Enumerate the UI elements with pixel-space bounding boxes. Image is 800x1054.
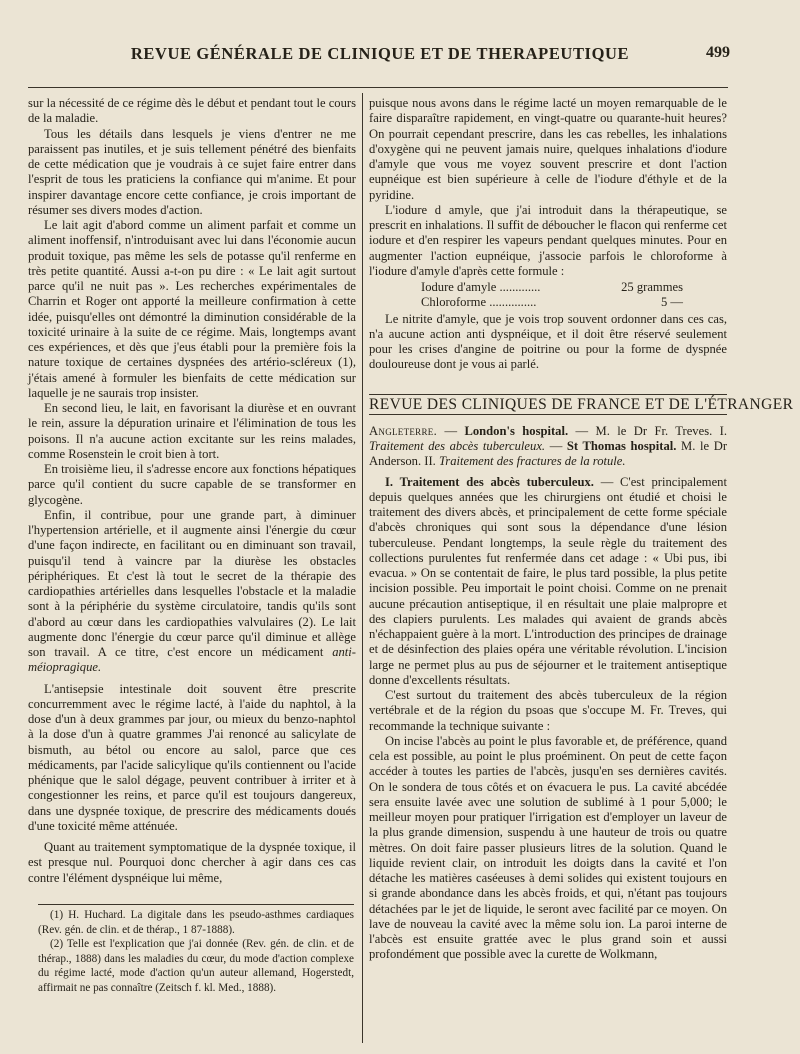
running-title: REVUE GÉNÉRALE DE CLINIQUE ET DE THERAPEUTIQUE: [130, 44, 630, 63]
formula-ingredient: Iodure d'amyle .............: [421, 280, 541, 294]
article-heading: I. Traitement des abcès tuberculeux.: [385, 474, 594, 489]
footnote-rule: [38, 904, 354, 905]
header-rule: [28, 87, 728, 88]
left-column: [28, 96, 356, 886]
left-paragraph-text: Enfin, il contribue, pour une grande part, à diminuer l'hypertension artérielle, et il augmente ainsi l'énergie du cœur d'une façon indirecte, en facilitant ou en diminuant son travail, puisqu'il tend à vaincre par la diurèse les obstacles périphériques. Et c'est là tout le secret de la thérapie des cardiopathies artérielles dans lesquelles l'obstacle et la maladie sont à la périphérie du système circulatoire, tandis qu'ils sont d'abord au cœur dans les cardiopathies valvulaires (2). Le lait augmente donc l'énergie du cœur parce qu'il diminue et allège son travail. A ce titre, c'est encore un médicament: [28, 507, 356, 659]
intro-author: M. le Dr Anderson.: [369, 439, 728, 469]
left-paragraph: Quant au traitement symptomatique de la dyspnée toxique, il est presque nul. Pourquoi donc chercher à agir dans ces cas contre l'élément dyspnéique lui même,: [28, 840, 356, 885]
section-intro: Angleterre. — London's hospital. — M. le Dr Fr. Treves. I. Traitement des abcès tuberculeux. — St Thomas hospital. M. le Dr Anderson. II. Traitement des fractures de la rotule.: [369, 423, 728, 469]
intro-item-number: I.: [719, 423, 727, 438]
left-paragraph: [28, 508, 356, 676]
article-text: — C'est principalement depuis quelques années que les chirurgiens ont étudié et choisi le traitement des divers abcès, et principalement de cette forme spéciale d'abcès chroniques qui sont sous la dépendance d'une lésion tuberculeuse. Pendant longtemps, la seule règle du traitement des collections purulentes fut renfermée dans cet adage : « Ubi pus, ibi evacua. » On se contentait de faire, le plus tard possible, la plus petite incision possible. Peu importait le point choisi. Comme on ne prenait aucune précaution antiseptique, il en résultait une plaie malpropre et des clapiers purulents. Les malades qui avaient de grands abcès n'échappaient guère à la mort. L'introduction des principes de drainage et de désinfection des plaies opéra une véritable révolution. L'incision large ne permet plus au pus de séjourner et le traitement antiseptique donne d'excellents résultats.: [369, 474, 727, 687]
formula-row: [421, 295, 683, 310]
article-paragraph: C'est surtout du traitement des abcès tuberculeux de la région vertébrale et de la région du psoas que s'occupe M. Fr. Treves, qui recommande la technique suivante :: [369, 688, 727, 733]
left-paragraph-italic: anti-méiopragique.: [28, 645, 356, 675]
section-title: REVUE DES CLINIQUES DE FRANCE ET DE L'ÉTRANGER: [369, 394, 727, 415]
page-number: 499: [706, 44, 730, 61]
intro-item-number: II.: [424, 454, 436, 469]
formula-quantity: 5 —: [660, 295, 683, 310]
left-paragraph: En second lieu, le lait, en favorisant la diurèse et en ouvrant le rein, assure la dépuration urinaire et l'élimination de tous les poisons. Il n'a aucune action excitante sur les reins malades, comme Rosenstein le croit bien à tort.: [28, 401, 356, 461]
intro-hospital: London's hospital.: [464, 423, 569, 438]
formula-ingredient: Chloroforme ...............: [421, 295, 537, 310]
left-paragraph: En troisième lieu, il s'adresse encore aux fonctions hépatiques parce qu'il contient du sucre capable de se transformer en glycogène.: [28, 462, 356, 507]
article-paragraph: [369, 475, 727, 689]
left-paragraph: sur la nécessité de ce régime dès le début et pendant tout le cours de la maladie.: [28, 96, 356, 126]
footnote: (1) H. Huchard. La digitale dans les pseudo-asthmes cardiaques (Rev. gén. de clin. et de thérap., 1 87-1888).: [38, 909, 354, 936]
intro-country: Angleterre.: [369, 423, 438, 438]
intro-author: — M. le Dr Fr. Treves.: [575, 423, 713, 438]
right-paragraph: puisque nous avons dans le régime lacté un moyen remarquable de le faire disparaître rapidement, en vingt-quatre ou quarante-huit heures? On pourrait cependant prescrire, dans les cas rebelles, les inhalations d'oxygène qui ne peuvent jamais nuire, quelques inhalations d'iodure d'amyle que vous me voyez souvent prescrire et dont l'action eupnéique est bien supérieure à celle de l'iodure d'éthyle et de la pyridine.: [369, 96, 727, 202]
intro-item-title: Traitement des abcès tuberculeux.: [369, 439, 546, 453]
footnote: (2) Telle est l'explication que j'ai donnée (Rev. gén. de clin. et de thérap., 1888) dans les maladies du cœur, du mode d'action complexe du régime lacté, mode d'action qu'un auteur allemand, Hogerstedt, affirmait ne pas connaître (Zeitsch f. kl. Med., 1888).: [38, 938, 354, 994]
footnotes: [38, 908, 354, 995]
running-header: [110, 44, 730, 66]
right-paragraph: Le nitrite d'amyle, que je vois trop souvent ordonner dans ces cas, n'a aucune action anti dyspnéique, et il doit être réservé seulement pour les crises d'angine de poitrine ou pour la forme de dyspnée douloureuse dont je vous ai parlé.: [369, 311, 727, 372]
left-paragraph: Tous les détails dans lesquels je viens d'entrer ne me paraissent pas inutiles, et je suis tellement pénétré des bienfaits de cette médication que je voudrais à ce sujet faire entrer dans l'esprit de tous les praticiens la confiance qui m'anime. Et pour inspirer davantage encore cette confiance, je crois important de résumer ses divers modes d'action.: [28, 126, 356, 217]
formula-quantity: 25 grammes: [621, 280, 683, 294]
article-paragraph: On incise l'abcès au point le plus favorable et, de préférence, quand cela est possible, au point le plus proéminent. On peut de cette façon accéder à toutes les parties de l'abcès, jusqu'en ses dernières cavités. On le sondera de tous côtés et on évacuera le pus. La cavité abcédée sera ensuite lavée avec une solution de sublimé à 1 pour 5,000; le meilleur moyen pour pratiquer l'irrigation est d'employer un laveur de la plus grande dimension, suspendu à une hauteur de trois ou quatre mètres. On doit faire passer plusieurs litres de la solution. Quand le liquide revient clair, on introduit les doigts dans la cavité et l'on détache les matières caséeuses à demi solides qui existent toujours en si grande abondance dans les abcès froids, et qui, n'étant pas toujours détachées par le jet de liquide, le seront avec facilité par ce moyen. On lave de nouveau la cavité avec la même solu ion. La paroi interne de l'abcès est ensuite grattée avec le plus grand soin et aussi profondément que possible avec la curette de Wolkmann,: [369, 733, 727, 962]
left-paragraph: L'antisepsie intestinale doit souvent être prescrite concurremment avec le régime lacté, à l'aide du naphtol, à la dose d'un à deux grammes par jour, ou mieux du benzo-naphtol à la dose d'un à quatre grammes J'ai renoncé au salicylate de bismuth, au bétol ou encore au salol, parce que ces médicaments, par l'acide salicylique qu'ils contiennent ou l'acide phénique que le salol dégage, peuvent contribuer à irriter et à congestionner les reins, et parce qu'il est toujours dangereux, dans une dyspnée toxique, de prescrire des médicaments doués d'une toxicité même atténuée.: [28, 681, 356, 833]
intro-item-title: Traitement des fractures de la rotule.: [438, 454, 626, 469]
right-column: [369, 96, 794, 963]
formula-row: [421, 280, 683, 295]
left-paragraph: Le lait agit d'abord comme un aliment parfait et comme un aliment inoffensif, n'introduisant avec lui dans l'économie aucun produit toxique, pas même les sels de potasse qu'il renferme en très petite quantité. Aussi a-t-on pu dire : « Le lait agit surtout parce qu'il ne nuit pas ». Les recherches expérimentales de Charrin et Roger ont apporté la meilleure confirmation à cette idée, puisqu'elles ont démontré la diminution considérable de la toxicité urinaire à la suite de ce régime. Mais, longtemps avant ces expériences, et dès que j'eus établi pour la première fois la nature toxique de certaines dyspnées des artério-scléreux (1), j'étais amené à formuler les bienfaits de cette médication sur laquelle je ne saurais trop insister.: [28, 218, 356, 400]
intro-hospital: St Thomas hospital.: [566, 439, 677, 453]
right-paragraph: L'iodure d amyle, que j'ai introduit dans la thérapeutique, se prescrit en inhalations. Il suffit de déboucher le flacon qui renferme cet iodure et d'en respirer les vapeurs pendant quelques minutes. Pour en augmenter l'action eupnéique, j'associe parfois le chloroforme à l'iodure d'amyle d'après cette formule :: [369, 202, 727, 278]
column-divider: [362, 93, 363, 1043]
formula: [421, 280, 727, 311]
